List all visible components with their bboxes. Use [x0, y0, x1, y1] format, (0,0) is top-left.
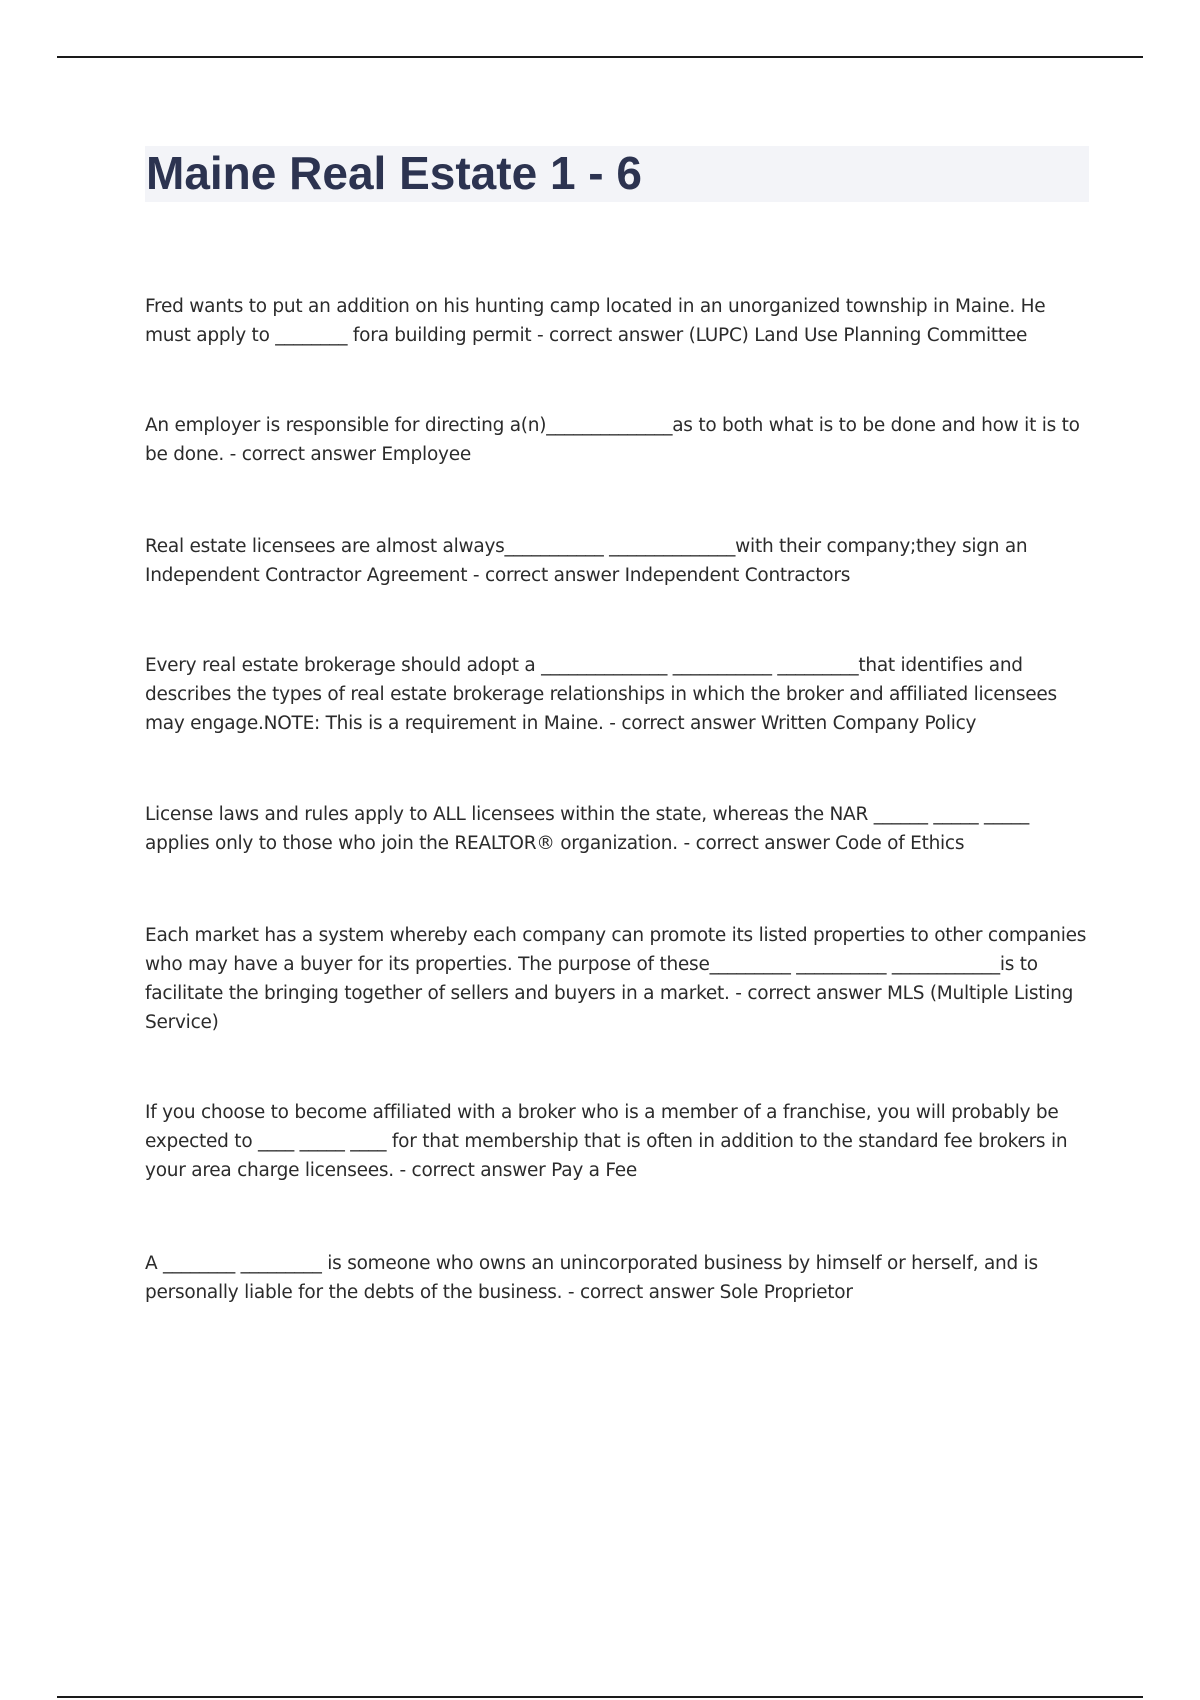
question-item: Real estate licensees are almost always___________ ______________with their company;they sign an Independent Contractor Agreement - correct answer Independent Contractors	[145, 536, 1028, 586]
header-rule	[57, 56, 1143, 58]
question-item: If you choose to become affiliated with a broker who is a member of a franchise, you will probably be expected to ____ _____ ____ for that membership that is often in addition to the standard fee brokers in your area charge licensees. - correct answer Pay a Fee	[145, 1102, 1068, 1181]
question-item: Fred wants to put an addition on his hunting camp located in an unorganized township in Maine. He must apply to ________ fora building permit - correct answer (LUPC) Land Use Planning Committee	[145, 296, 1046, 346]
question-item: A ________ _________ is someone who owns an unincorporated business by himself or herself, and is personally liable for the debts of the business. - correct answer Sole Proprietor	[145, 1253, 1038, 1303]
question-item: Every real estate brokerage should adopt a ______________ ___________ _________that identifies and describes the types of real estate brokerage relationships in which the broker and affiliated licensees may engage.NOTE: This is a requirement in Maine. - correct answer Written Company Policy	[145, 655, 1057, 734]
footer-rule	[57, 1696, 1143, 1698]
question-item: An employer is responsible for directing a(n)______________as to both what is to be done and how it is to be done. - correct answer Employee	[145, 415, 1080, 465]
question-item: Each market has a system whereby each company can promote its listed properties to other companies who may have a buyer for its properties. The purpose of these_________ __________ ____________is to facilitate the bringing together of sellers and buyers in a market. - correct answer MLS (Multiple Listing Service)	[145, 925, 1087, 1033]
question-item: License laws and rules apply to ALL licensees within the state, whereas the NAR ______ _____ _____ applies only to those who join the REALTOR® organization. - correct answer Code of Ethics	[145, 804, 1029, 854]
page-title: Maine Real Estate 1 - 6	[146, 147, 642, 199]
